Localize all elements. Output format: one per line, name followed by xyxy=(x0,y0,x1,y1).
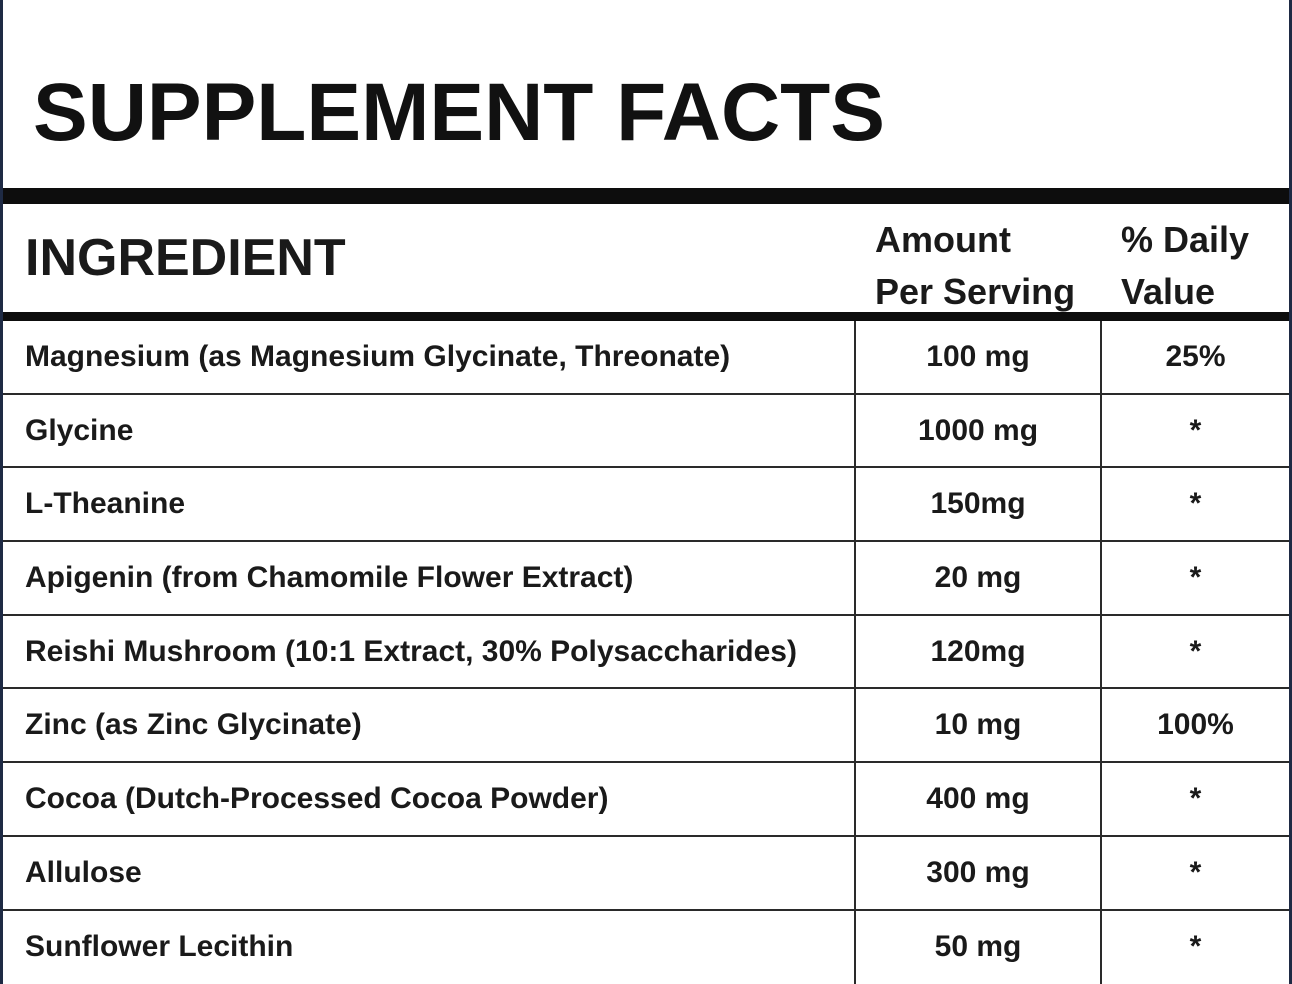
ingredient-amount: 150mg xyxy=(854,468,1100,540)
table-row xyxy=(3,542,1289,616)
header-amount-line2: Per Serving xyxy=(875,271,1076,312)
header-daily-value xyxy=(1121,214,1291,318)
header-ingredient: INGREDIENT xyxy=(25,229,346,287)
header-dv-line2: Value xyxy=(1121,271,1216,312)
ingredient-amount: 300 mg xyxy=(854,837,1100,909)
ingredient-daily-value: * xyxy=(1100,911,1289,984)
ingredient-name: Zinc (as Zinc Glycinate) xyxy=(25,708,362,742)
table-row xyxy=(3,837,1289,911)
ingredient-name: Reishi Mushroom (10:1 Extract, 30% Polysaccharides) xyxy=(25,634,797,668)
table-row xyxy=(3,689,1289,763)
ingredient-amount: 400 mg xyxy=(854,763,1100,835)
ingredient-name: Sunflower Lecithin xyxy=(25,930,294,964)
ingredient-amount: 1000 mg xyxy=(854,395,1100,467)
ingredient-amount: 100 mg xyxy=(854,321,1100,393)
ingredient-name: Cocoa (Dutch-Processed Cocoa Powder) xyxy=(25,781,609,815)
table-row xyxy=(3,468,1289,542)
header-amount xyxy=(875,214,1095,318)
title-divider xyxy=(3,188,1289,204)
ingredient-daily-value: * xyxy=(1100,763,1289,835)
ingredient-daily-value: * xyxy=(1100,616,1289,688)
label-title: SUPPLEMENT FACTS xyxy=(33,67,885,158)
ingredient-table xyxy=(3,321,1289,984)
table-row xyxy=(3,616,1289,690)
ingredient-amount: 120mg xyxy=(854,616,1100,688)
table-header xyxy=(3,204,1289,312)
ingredient-name: Allulose xyxy=(25,855,142,889)
ingredient-name: Glycine xyxy=(25,413,134,447)
ingredient-daily-value: * xyxy=(1100,837,1289,909)
table-row xyxy=(3,911,1289,984)
ingredient-name: Magnesium (as Magnesium Glycinate, Threonate) xyxy=(25,339,731,373)
table-row xyxy=(3,763,1289,837)
title-box xyxy=(3,0,1289,188)
ingredient-name: L-Theanine xyxy=(25,487,186,521)
ingredient-amount: 50 mg xyxy=(854,911,1100,984)
ingredient-daily-value: * xyxy=(1100,542,1289,614)
table-row xyxy=(3,321,1289,395)
ingredient-daily-value: * xyxy=(1100,468,1289,540)
ingredient-amount: 20 mg xyxy=(854,542,1100,614)
ingredient-amount: 10 mg xyxy=(854,689,1100,761)
ingredient-daily-value: 25% xyxy=(1100,321,1289,393)
header-divider xyxy=(3,312,1289,321)
ingredient-name: Apigenin (from Chamomile Flower Extract) xyxy=(25,560,634,594)
ingredient-daily-value: * xyxy=(1100,395,1289,467)
header-dv-line1: % Daily xyxy=(1121,219,1250,260)
table-row xyxy=(3,395,1289,469)
header-amount-line1: Amount xyxy=(875,219,1011,260)
ingredient-daily-value: 100% xyxy=(1100,689,1289,761)
